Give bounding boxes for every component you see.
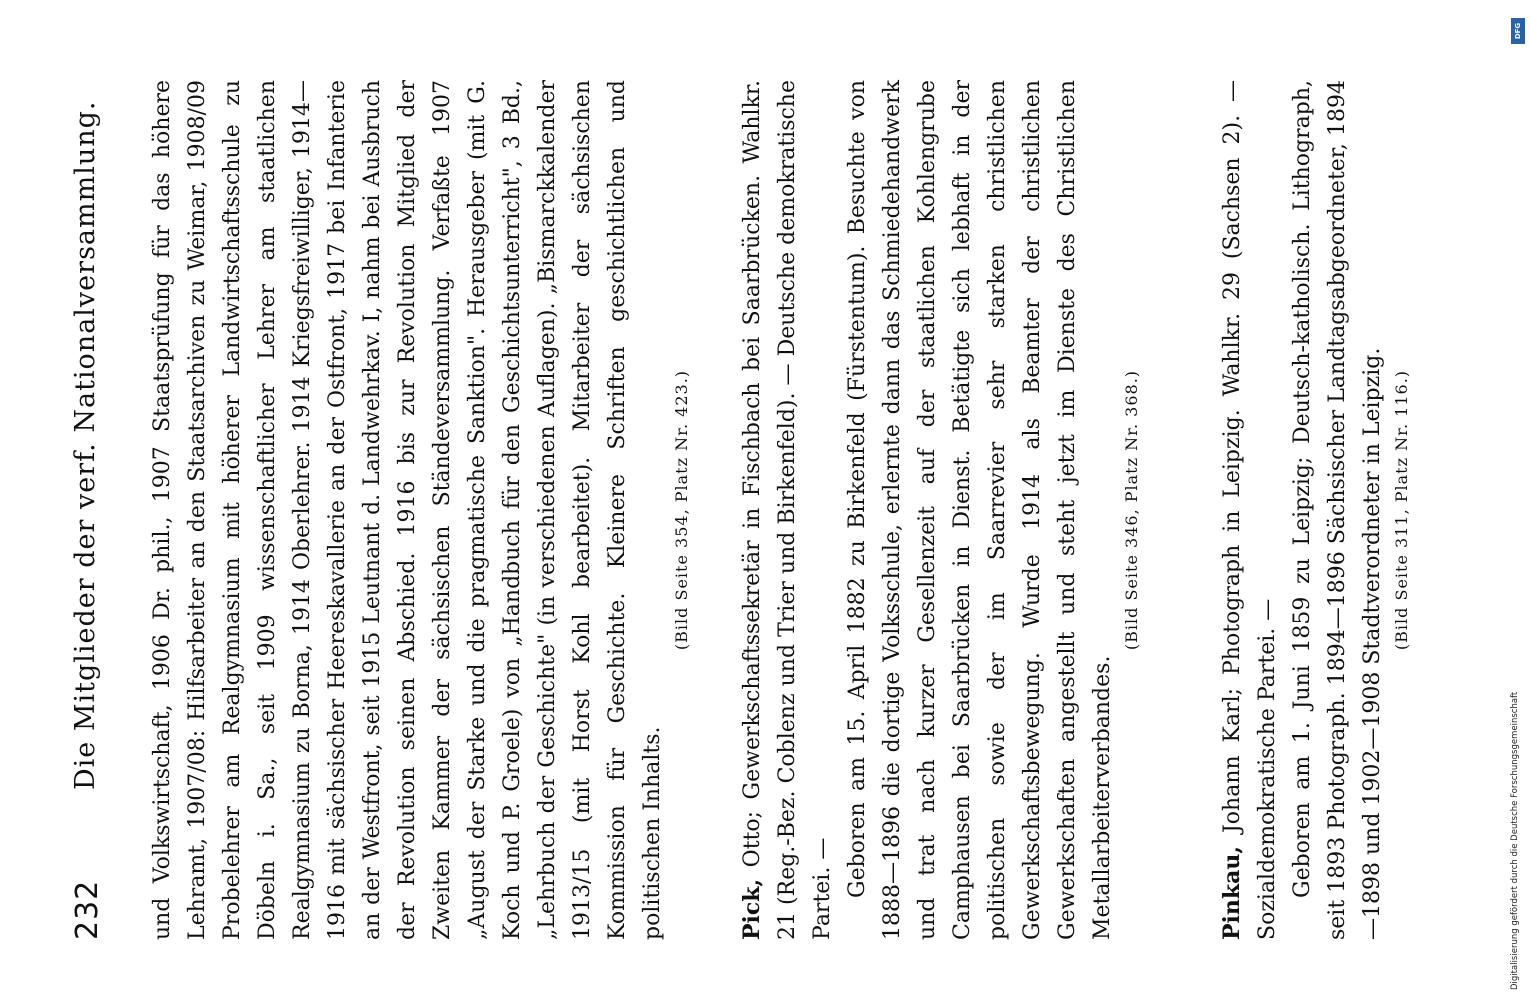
- image-caption: (Bild Seite 354, Platz Nr. 423.): [672, 369, 691, 651]
- running-title: Die Mitglieder der verf. Nationalversammlung.: [70, 100, 101, 790]
- page-header: [70, 70, 110, 940]
- entry-intro-text: Johann Karl; Photograph in Leipzig. Wahlkr. 29 (Sachsen 2). — Sozialdemokratische Partei. —: [1220, 80, 1280, 940]
- entry-name: Pick,: [739, 878, 765, 940]
- image-caption: (Bild Seite 346, Platz Nr. 368.): [1122, 369, 1141, 651]
- dfg-logo: DFG: [1511, 18, 1525, 44]
- entry-name: Pinkau,: [1219, 845, 1245, 940]
- entry-pinkau: [1215, 80, 1414, 940]
- entry-body: Geboren am 1. Juni 1859 zu Leipzig; Deutsch-katholisch. Lithograph, seit 1893 Photograph. 1894—1896 Sächsischer Landtagsabgeordneter, 1894—1898 und 1902—1908 Stadtverordneter in Leipzig.: [1290, 80, 1385, 940]
- entry-intro: [1215, 80, 1285, 940]
- entry-body: Geboren am 15. April 1882 zu Birkenfeld (Fürstentum). Besuchte von 1888—1896 die dortige Volksschule, erlernte dann das Schmiedehandwerk und trat nach kurzer Gesellenzeit auf der staatlichen Kohlengrube Camphausen bei Saarbrücken in Dienst. Betätigte sich lebhaft in der politischen sowie der im Saarrevier sehr starken christlichen Gewerkschaftsbewegung. Wurde 1914 als Beamter der christlichen Gewerkschaften angestellt und steht jetzt im Dienste des Christlichen Metallarbeiterverbandes.: [845, 80, 1115, 940]
- entry-paragraph: und Volkswirtschaft, 1906 Dr. phil., 1907 Staatsprüfung für das höhere Lehramt, 1907/08: Hilfsarbeiter an den Staatsarchiven zu Weimar, 1908/09 Probelehrer am Realgymnasium mit höherer Landwirtschaftsschule zu Döbeln i. Sa., seit 1909 wissenschaftlicher Lehrer am staatlichen Realgymnasium zu Borna, 1914 Oberlehrer. 1914 Kriegsfreiwilliger, 1914—1916 mit sächsischer Heereskavallerie an der Ostfront, 1917 bei Infanterie an der Westfront, seit 1915 Leutnant d. Landwehrkav. I, nahm bei Ausbruch der Revolution seinen Abschied. 1916 bis zur Revolution Mitglied der Zweiten Kammer der sächsischen Ständeversammlung. Verfaßte 1907 „August der Starke und die pragmatische Sanktion". Herausgeber (mit G. Koch und P. Groele) von „Handbuch für den Geschichtsunterricht", 3 Bd., „Lehrbuch der Geschichte" (in verschiedenen Auflagen). „Bismarckkalender 1913/15 (mit Horst Kohl bearbeitet). Mitarbeiter der sächsischen Kommission für Geschichte. Kleinere Schriften geschichtlichen und politischen Inhalts.: [150, 80, 665, 940]
- entry-intro: [735, 80, 840, 940]
- page-number: 232: [70, 879, 105, 940]
- entry-intro-text: Otto; Gewerkschaftssekretär in Fischbach bei Saarbrücken. Wahlkr. 21 (Reg.-Bez. Coblenz und Trier und Birkenfeld). — Deutsche demokratische Partei. —: [740, 80, 835, 940]
- entry-continuation: [145, 80, 694, 940]
- digitization-note: [1508, 10, 1530, 990]
- entry-pick: [735, 80, 1144, 940]
- image-caption: (Bild Seite 311, Platz Nr. 116.): [1392, 369, 1411, 651]
- digitization-credit: Digitalisierung gefördert durch die Deutsche Forschungsgemeinschaft: [1510, 691, 1520, 990]
